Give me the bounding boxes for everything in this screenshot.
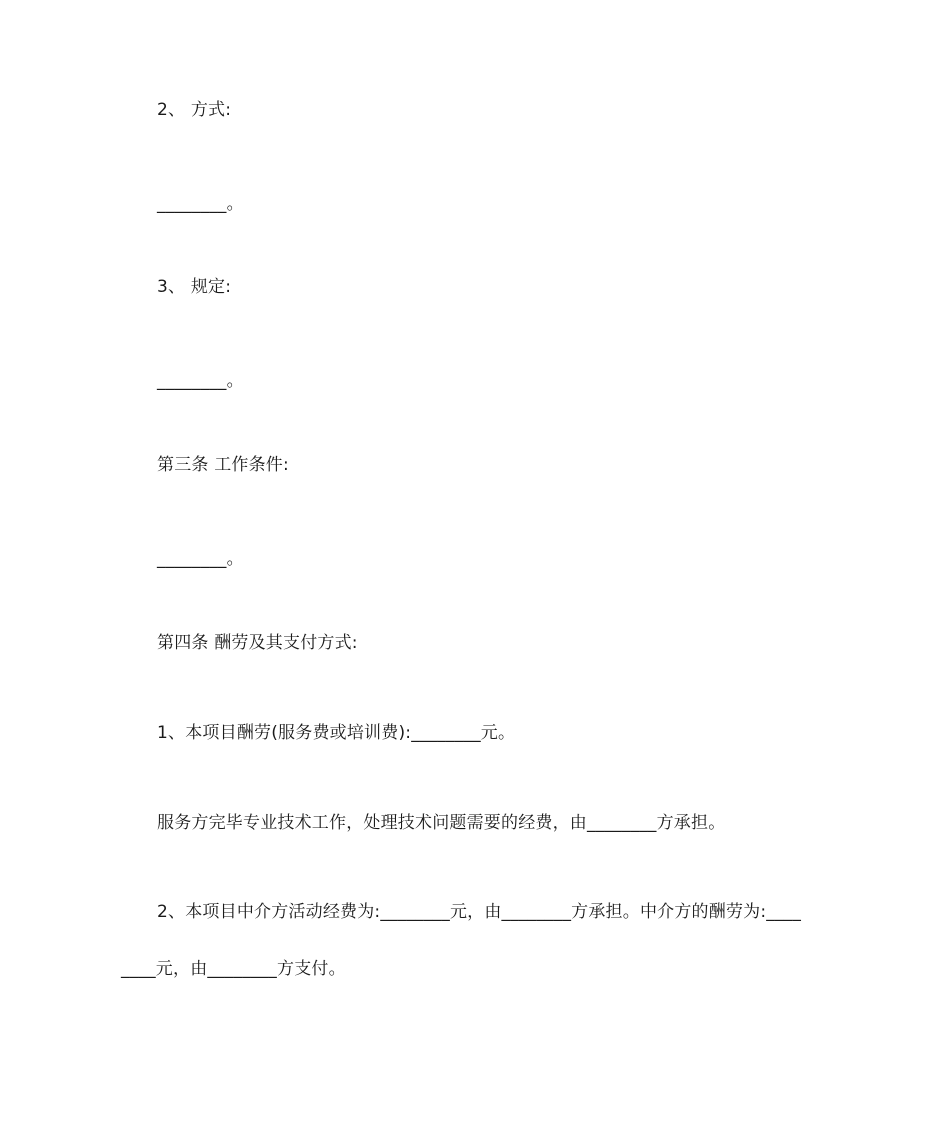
- blank-line: ________。: [157, 194, 244, 214]
- blank-line: ________。: [157, 549, 244, 569]
- clause-item-3-rules: 3、 规定:: [157, 277, 232, 297]
- expense-paragraph: 服务方完毕专业技术工作，处理技术问题需要的经费，由________方承担。: [157, 813, 726, 833]
- remuneration-item-1: 1、本项目酬劳(服务费或培训费):________元。: [157, 723, 516, 743]
- blank-line: ________。: [157, 371, 244, 391]
- clause-item-2-method: 2、 方式:: [157, 100, 232, 120]
- article-4-heading: 第四条 酬劳及其支付方式:: [157, 633, 358, 653]
- remuneration-item-2: 2、本项目中介方活动经费为:________元，由________方承担。中介方的酬劳为:____: [157, 902, 802, 922]
- article-3-heading: 第三条 工作条件:: [157, 455, 289, 475]
- remuneration-item-2-continued: ____元，由________方支付。: [121, 959, 346, 979]
